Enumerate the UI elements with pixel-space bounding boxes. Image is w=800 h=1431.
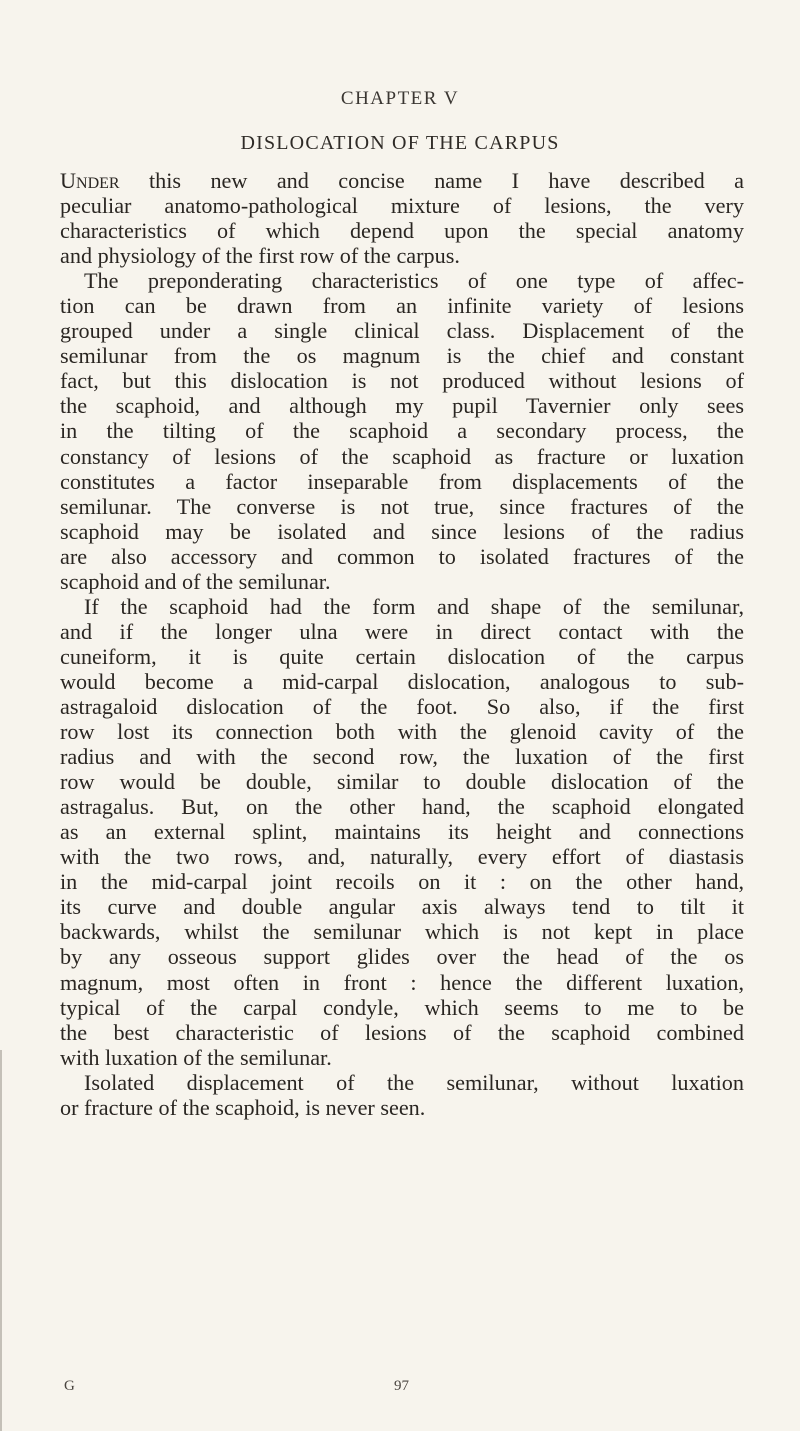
text-line: tion can be drawn from an infinite variety of lesions (60, 293, 744, 319)
text-line: with the two rows, and, naturally, every effort of diastasis (60, 844, 744, 870)
text-line: constancy of lesions of the scaphoid as fracture or luxation (60, 443, 744, 469)
text-line: row would be double, similar to double dislocation of the (60, 769, 744, 795)
text-line: would become a mid-carpal dislocation, analogous to sub- (60, 668, 744, 694)
text-line: as an external splint, maintains its height and connections (60, 819, 744, 845)
chapter-heading: CHAPTER V (340, 88, 460, 109)
text-line: The preponderating characteristics of one type of affec- (84, 268, 744, 294)
page-number: 97 (394, 1378, 409, 1394)
text-line: in the mid-carpal joint recoils on it : on the other hand, (60, 869, 744, 895)
text-line: scaphoid may be isolated and since lesions of the radius (60, 518, 744, 544)
signature-mark: G (64, 1378, 75, 1394)
text-line: semilunar. The converse is not true, since fractures of the (60, 493, 744, 519)
text-line: Isolated displacement of the semilunar, without luxation (84, 1069, 744, 1095)
text-line: radius and with the second row, the luxation of the first (60, 744, 744, 770)
text-line: row lost its connection both with the glenoid cavity of the (60, 719, 744, 745)
text-line: in the tilting of the scaphoid a secondary process, the (60, 418, 744, 444)
text-line (60, 168, 744, 193)
text-line: or fracture of the scaphoid, is never seen. (60, 1094, 426, 1120)
text-line: fact, but this dislocation is not produced without lesions of (60, 368, 744, 394)
text-line: and if the longer ulna were in direct contact with the (60, 618, 744, 644)
text-line: astragaloid dislocation of the foot. So also, if the first (60, 693, 744, 719)
text-line: backwards, whilst the semilunar which is not kept in place (60, 919, 744, 945)
text-line: characteristics of which depend upon the special anatomy (60, 218, 744, 244)
text-line: semilunar from the os magnum is the chief and constant (60, 343, 744, 369)
drop-word: Under (60, 168, 120, 193)
text-line: and physiology of the first row of the carpus. (60, 243, 460, 269)
body-text (60, 168, 744, 1120)
text-line: If the scaphoid had the form and shape of the semilunar, (84, 593, 744, 619)
text-line: its curve and double angular axis always tend to tilt it (60, 894, 744, 920)
text-line: typical of the carpal condyle, which seems to me to be (60, 994, 744, 1020)
page-edge-shadow (0, 1050, 2, 1431)
text-line: astragalus. But, on the other hand, the scaphoid elongated (60, 794, 744, 820)
text-line: grouped under a single clinical class. Displacement of the (60, 318, 744, 344)
text-line: by any osseous support glides over the head of the os (60, 944, 744, 970)
text-line: with luxation of the semilunar. (60, 1044, 332, 1070)
text-line: scaphoid and of the semilunar. (60, 568, 331, 594)
text-line: the best characteristic of lesions of the scaphoid combined (60, 1019, 744, 1045)
text-line: the scaphoid, and although my pupil Tavernier only sees (60, 393, 744, 419)
text-line: peculiar anatomo-pathological mixture of lesions, the very (60, 193, 744, 219)
text-line: constitutes a factor inseparable from displacements of the (60, 468, 744, 494)
text-line-rest: this new and concise name I have described a (119, 168, 744, 193)
chapter-title: DISLOCATION OF THE CARPUS (240, 132, 560, 154)
text-line: are also accessory and common to isolated fractures of the (60, 543, 744, 569)
text-line: magnum, most often in front : hence the different luxation, (60, 969, 744, 995)
text-line: cuneiform, it is quite certain dislocation of the carpus (60, 643, 744, 669)
